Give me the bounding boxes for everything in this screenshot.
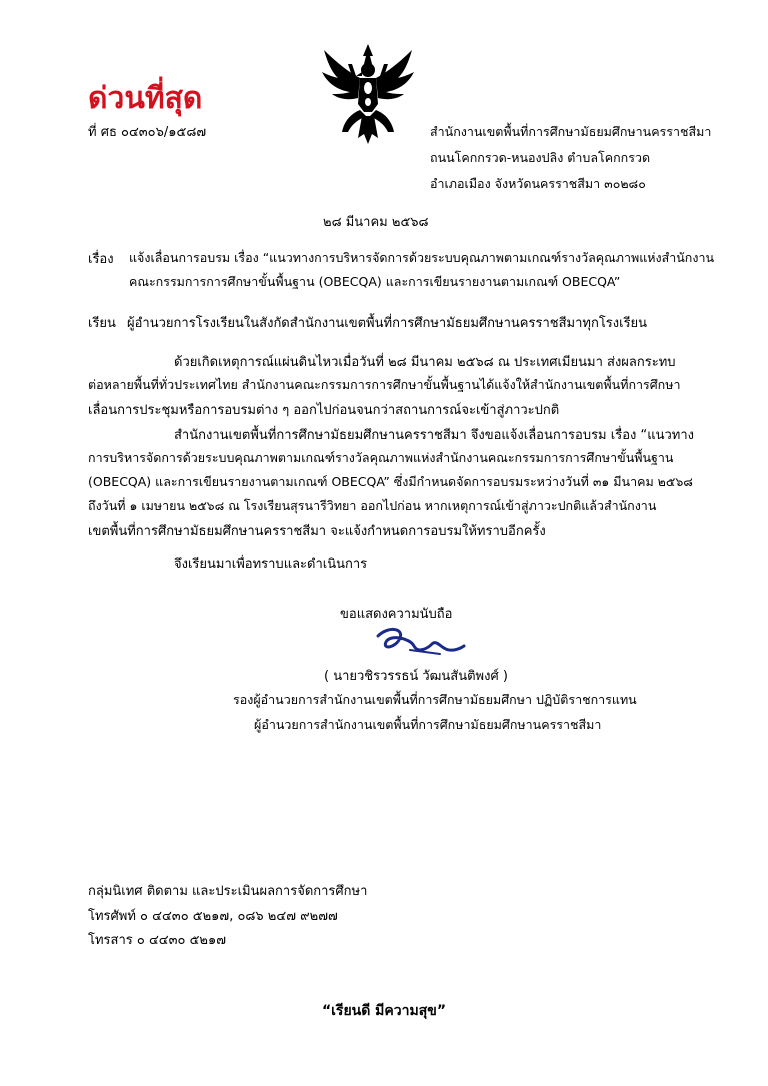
paragraph-2-line-1: สำนักงานเขตพื้นที่การศึกษามัธยมศึกษานครราชสีมา จึงขอแจ้งเลื่อนการอบรม เรื่อง “แนวทาง — [174, 428, 694, 443]
salutation: ขอแสดงความนับถือ — [340, 607, 453, 622]
signer-name: ( นายวชิรวรรธน์ วัฒนสันติพงศ์ ) — [324, 669, 508, 684]
contact-fax: โทรสาร ๐ ๔๔๓๐ ๕๒๑๗ — [88, 933, 227, 948]
subject-line-2: คณะกรรมการการศึกษาขั้นพื้นฐาน (OBECQA) และการเขียนรายงานตามเกณฑ์ OBECQA” — [129, 274, 621, 289]
paragraph-1-line-3: เลื่อนการประชุมหรือการอบรมต่าง ๆ ออกไปก่อนจนกว่าสถานการณ์จะเข้าสู่ภาวะปกติ — [88, 403, 560, 418]
subject-line-1: แจ้งเลื่อนการอบรม เรื่อง “แนวทางการบริหารจัดการด้วยระบบคุณภาพตามเกณฑ์รางวัลคุณภาพแห่งสำนักงาน — [129, 250, 715, 265]
motto: “เรียนดี มีความสุข” — [321, 1003, 447, 1019]
signer-position-line-1: รองผู้อำนวยการสำนักงานเขตพื้นที่การศึกษามัธยมศึกษา ปฏิบัติราชการแทน — [233, 692, 637, 707]
paragraph-2-line-5: เขตพื้นที่การศึกษามัธยมศึกษานครราชสีมา จะแจ้งกำหนดการอบรมให้ทราบอีกครั้ง — [88, 524, 546, 539]
contact-phone: โทรศัพท์ ๐ ๔๔๓๐ ๕๒๑๗, ๐๘๖ ๒๔๗ ๙๒๗๗ — [88, 909, 338, 924]
document-number: ที่ ศธ ๐๔๓๐๖/๑๕๘๗ — [88, 125, 207, 140]
paragraph-1-line-2: ต่อหลายพื้นที่ทั่วประเทศไทย สำนักงานคณะกรรมการการศึกษาขั้นพื้นฐานได้แจ้งให้สำนักงานเขตพื้นที่การศึกษา — [88, 377, 681, 392]
signer-position-line-2: ผู้อำนวยการสำนักงานเขตพื้นที่การศึกษามัธยมศึกษานครราชสีมา — [254, 717, 602, 732]
sender-address-line-1: สำนักงานเขตพื้นที่การศึกษามัธยมศึกษานครราชสีมา — [430, 124, 712, 139]
subject-label: เรื่อง — [88, 252, 114, 267]
closing-request: จึงเรียนมาเพื่อทราบและดำเนินการ — [174, 557, 368, 572]
signature-icon — [370, 624, 470, 660]
sender-address-line-2: ถนนโคกกรวด-หนองปลิง ตำบลโคกกรวด — [430, 150, 651, 165]
recipient-label: เรียน — [88, 316, 116, 331]
contact-department: กลุ่มนิเทศ ติดตาม และประเมินผลการจัดการศึกษา — [88, 884, 368, 899]
urgency-label: ด่วนที่สุด — [88, 81, 203, 116]
sender-address-line-3: อำเภอเมือง จังหวัดนครราชสีมา ๓๐๒๘๐ — [430, 176, 646, 191]
paragraph-2-line-3: (OBECQA) และการเขียนรายงานตามเกณฑ์ OBECQA” ซึ่งมีกำหนดจัดการอบรมระหว่างวันที่ ๓๑ มีนาคม ๒๕๖๘ — [88, 474, 693, 489]
recipient-text: ผู้อำนวยการโรงเรียนในสังกัดสำนักงานเขตพื้นที่การศึกษามัธยมศึกษานครราชสีมาทุกโรงเรียน — [127, 316, 648, 331]
paragraph-1-line-1: ด้วยเกิดเหตุการณ์แผ่นดินไหวเมื่อวันที่ ๒๘ มีนาคม ๒๕๖๘ ณ ประเทศเมียนมา ส่งผลกระทบ — [174, 355, 676, 370]
paragraph-2-line-2: การบริหารจัดการด้วยระบบคุณภาพตามเกณฑ์รางวัลคุณภาพแห่งสำนักงานคณะกรรมการการศึกษาขั้นพื้นฐาน — [88, 450, 674, 465]
garuda-emblem-icon — [320, 42, 416, 146]
letter-date: ๒๘ มีนาคม ๒๕๖๘ — [323, 215, 429, 230]
paragraph-2-line-4: ถึงวันที่ ๑ เมษายน ๒๕๖๘ ณ โรงเรียนสุรนารีวิทยา ออกไปก่อน หากเหตุการณ์เข้าสู่ภาวะปกติแล้วสำนักงาน — [88, 498, 657, 513]
